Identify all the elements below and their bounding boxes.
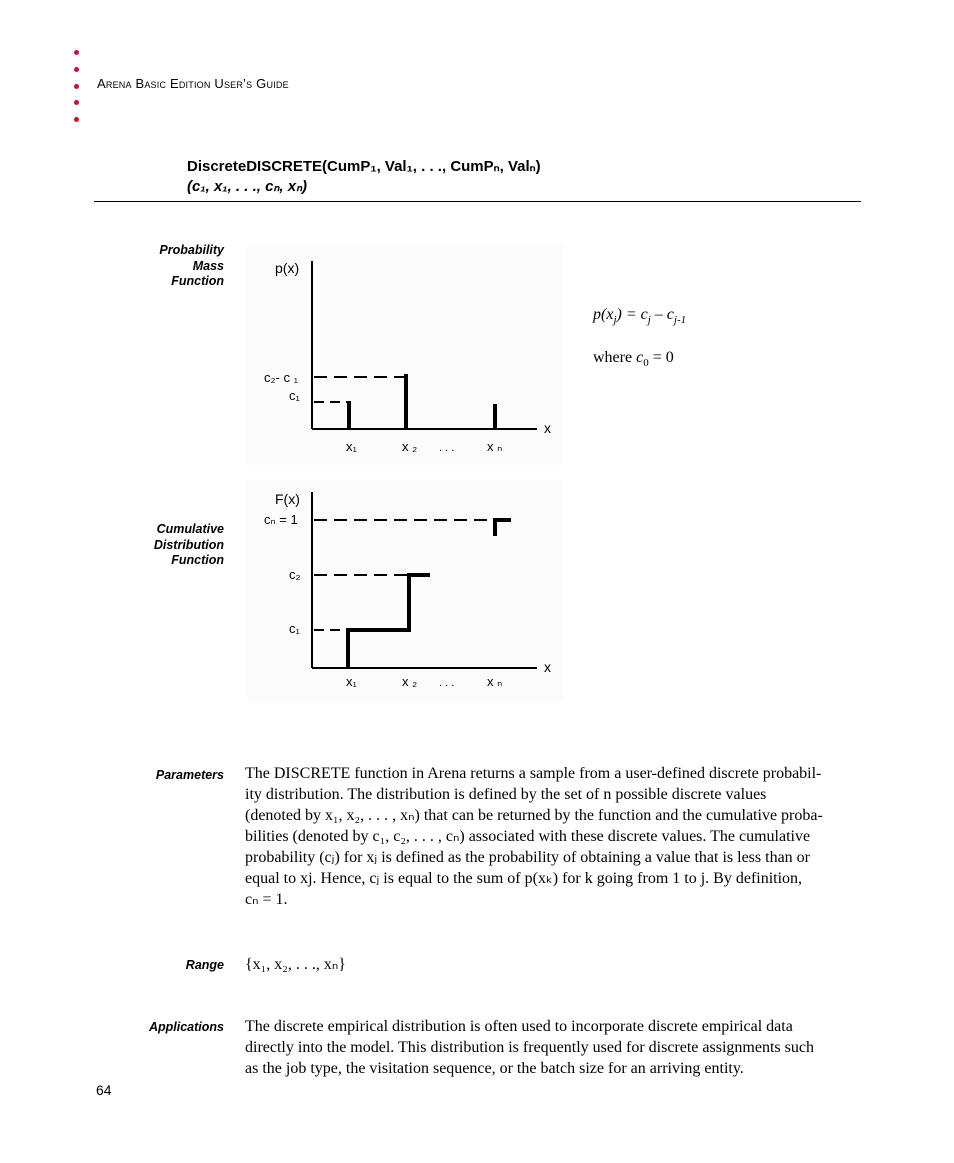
pmf-label-line: Mass xyxy=(192,258,224,273)
cdf-tick-xn: x ₙ xyxy=(487,674,503,689)
cdf-tick-x1: x₁ xyxy=(346,674,357,689)
cdf-label-line: Function xyxy=(171,553,224,567)
cdf-tick-x2: x ₂ xyxy=(402,674,418,689)
pmf-label-line: Function xyxy=(171,274,224,288)
cdf-tick-cn: cₙ = 1 xyxy=(264,512,298,527)
parameters-line: cₙ = 1. xyxy=(245,891,288,908)
range-text: {x₁, x₂, . . ., xₙ} xyxy=(245,956,346,973)
parameters-label: Parameters xyxy=(155,768,224,782)
cdf-label-line: Distribution xyxy=(153,537,224,552)
pmf-figure xyxy=(247,245,563,465)
pmf-tick-dots: . . . xyxy=(439,442,455,454)
applications-text xyxy=(245,1016,865,1079)
pmf-tick-c1: c₁ xyxy=(289,388,300,403)
cdf-tick-c2: c₂ xyxy=(289,567,301,582)
pmf-label-line: Probability xyxy=(159,243,224,257)
applications-label: Applications xyxy=(148,1020,224,1034)
pmf-tick-x2: x ₂ xyxy=(402,439,418,454)
range-label: Range xyxy=(185,958,224,972)
margin-bullet xyxy=(74,67,79,72)
parameters-text xyxy=(245,763,865,910)
parameters-line: ity distribution. The distribution is defined by the set of n possible discrete values xyxy=(245,786,767,803)
pmf-formula: $p(x_j) = c_j - c_{j-1}$ xyxy=(593,306,687,327)
cdf-tick-dots: . . . xyxy=(439,677,455,689)
pmf-tick-x1: x₁ xyxy=(346,439,357,454)
applications-line: The discrete empirical distribution is often used to incorporate discrete empirical data xyxy=(245,1018,793,1035)
cdf-x-axis-label: x xyxy=(544,659,551,675)
page-number: 64 xyxy=(96,1082,112,1098)
cdf-label xyxy=(154,522,224,569)
applications-line: as the job type, the visitation sequence, or the batch size for an arriving entity. xyxy=(245,1060,744,1077)
pmf-tick-c2-c1: c₂- c ₁ xyxy=(264,370,298,385)
pmf-formula-note: where $c_0 = 0$ xyxy=(593,349,674,370)
pmf-y-axis-label: p(x) xyxy=(275,260,300,276)
cdf-tick-c1: c₁ xyxy=(289,621,300,636)
parameters-line: (denoted by x₁, x₂, . . . , xₙ) that can be returned by the function and the cumulative proba- xyxy=(245,807,823,824)
applications-line: directly into the model. This distribution is frequently used for discrete assignments such xyxy=(245,1039,814,1056)
pmf-x-axis-label: x xyxy=(544,420,551,436)
cdf-figure xyxy=(247,480,563,702)
parameters-line: probability (cⱼ) for xⱼ is defined as the probability of obtaining a value that is less than or xyxy=(245,849,811,866)
parameters-line: equal to xj. Hence, cⱼ is equal to the sum of p(xₖ) for k going from 1 to j. By definition, xyxy=(245,870,803,887)
margin-bullet xyxy=(74,84,79,89)
pmf-chart xyxy=(247,245,563,465)
pmf-tick-xn: x ₙ xyxy=(487,439,503,454)
parameters-line: bilities (denoted by c₁, c₂, . . . , cₙ) associated with these discrete values. The cumulative xyxy=(245,828,811,845)
title-rule xyxy=(94,201,861,202)
margin-bullet xyxy=(74,117,79,122)
cdf-y-axis-label: F(x) xyxy=(275,491,300,507)
pmf-label xyxy=(159,243,224,290)
cdf-label-line: Cumulative xyxy=(156,522,224,536)
cdf-step-xn xyxy=(495,520,511,536)
running-head: Arena Basic Edition User’s Guide xyxy=(97,76,289,91)
margin-bullet xyxy=(74,50,79,55)
function-title: DiscreteDISCRETE(CumP₁, Val₁, . . ., CumPₙ, Valₙ) xyxy=(187,158,541,175)
cdf-chart xyxy=(247,480,563,702)
parameters-line: The DISCRETE function in Arena returns a sample from a user-defined discrete probabil- xyxy=(245,765,822,782)
function-signature: (c₁, x₁, . . ., cₙ, xₙ) xyxy=(187,178,308,195)
cdf-step-line xyxy=(348,575,430,668)
margin-bullet xyxy=(74,100,79,105)
